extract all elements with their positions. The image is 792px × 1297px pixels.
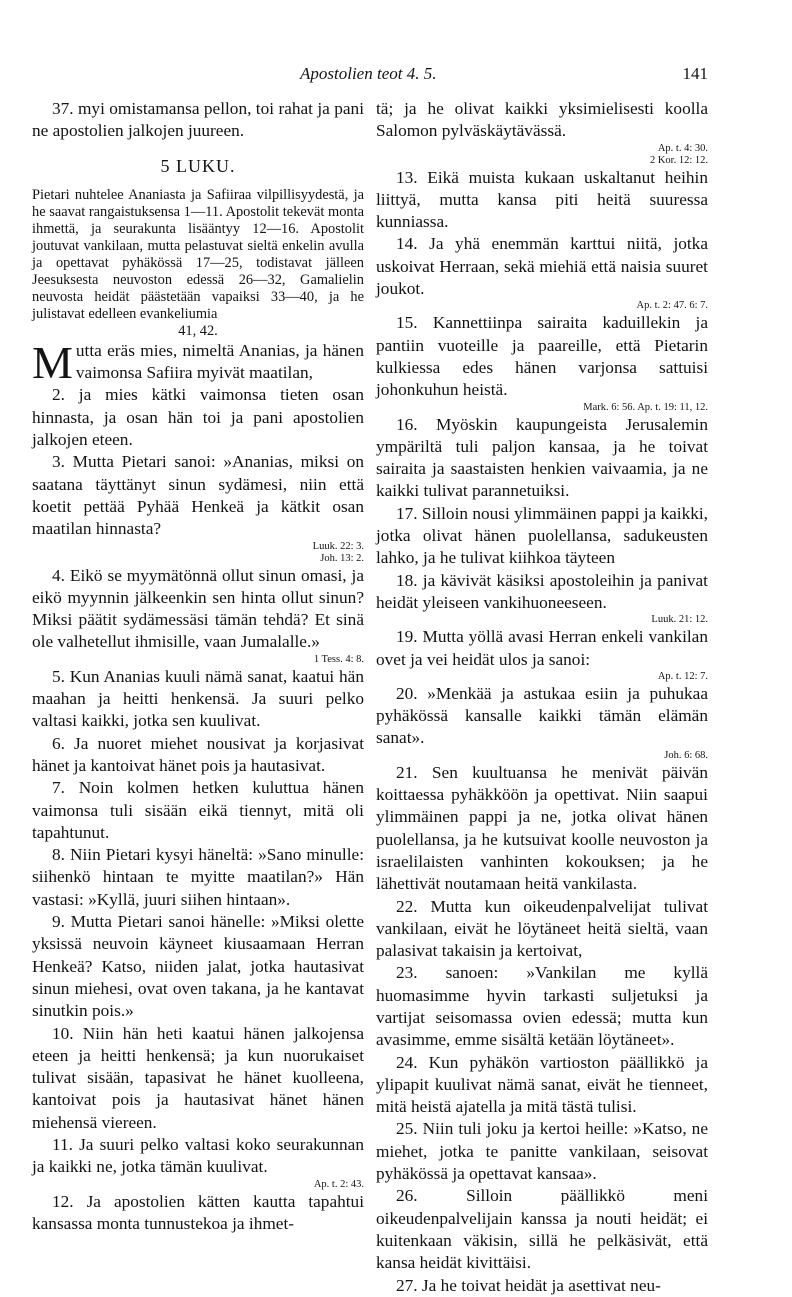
chapter-heading: 5 LUKU.: [160, 155, 236, 176]
verse-25: 25. Niin tuli joku ja kertoi heille: »Katso, ne miehet, jotka te panitte vankilaan, seisovat pyhäkössä ja opettavat kansaa».: [376, 1119, 708, 1184]
page-number: 141: [682, 64, 708, 83]
chapter-summary-end: 41, 42.: [178, 322, 218, 339]
verse-6: 6. Ja nuoret miehet nousivat ja korjasivat hänet ja kantoivat hänet pois ja hautasivat.: [32, 733, 364, 775]
verse-13: 13. Eikä muista kukaan uskaltanut heihin liittyä, mutta kansa piti heitä suuressa kunniassa.: [376, 167, 708, 232]
verse-26: 26. Silloin päällikkö meni oikeudenpalvelijain kanssa ja nouti heidät; ei kuitenkaan väkisin, sillä he pelkäsivät, että kansa heidät kivittäisi.: [376, 1186, 708, 1273]
verse-1: [32, 336, 364, 388]
verse-1-text: utta eräs mies, nimeltä Ananias, ja hänen vaimonsa Safiira myivät maatilan,: [75, 340, 364, 383]
verse-5: 5. Kun Ananias kuuli nämä sanat, kaatui hän maahan ja heitti henkensä. Ja suuri pelko valtasi kaikki, jotka sen kuulivat.: [32, 666, 364, 731]
verse-10: 10. Niin hän heti kaatui hänen jalkojensa eteen ja heitti henkensä; ja kun nuorukaiset tulivat sisään, tapasivat he hänet kuolleena, kantoivat pois ja hautasivat hänet hänen miehensä viereen.: [32, 1023, 364, 1132]
verse-15: 15. Kannettiinpa sairaita kaduillekin ja pantiin vuoteille ja paareille, että Pietarin kulkiessa edes hänen varjonsa sattuisi johonkuhun heistä.: [376, 313, 708, 400]
verse-2: 2. ja mies kätki vaimonsa tieten osan hinnasta, ja osan hän toi ja pani apostolien jalkojen eteen.: [32, 385, 364, 450]
cross-reference: 1 Tess. 4: 8.: [313, 653, 364, 665]
verse-4: 4. Eikö se myymätönnä ollut sinun omasi, ja eikö myynnin jälkeenkin sen hinta ollut sinun? Miksi päätit sydämessäsi tämän tehdä? Et sinä ole valhetellut ihmisille, vaan Jumalalle.»: [32, 565, 364, 652]
verse-27: 27. Ja he toivat heidät ja asettivat neu-: [396, 1275, 661, 1295]
verse-8: 8. Niin Pietari kysyi häneltä: »Sano minulle: siihenkö hintaan te myitte maatilan?» Hän vastasi: »Kyllä, juuri siihen hintaan».: [32, 845, 364, 909]
chapter-summary: Pietari nuhtelee Ananiasta ja Safiiraa vilpillisyydestä, ja he saavat rangaistuksensa 1—11. Apostolit tekevät monta ihmettä, ja seurakunta lisääntyy 12—16. Apostolit joutuvat vankilaan, mutta pelastuvat sieltä enkelin avulla ja opettavat pyhäkössä 17—25, todistavat jälleen Jeesuksesta neuvoston edessä 26—32, Gamalielin neuvosta heidät päästetään vapaiksi 33—40, ja he julistavat edelleen evankeliumia: [32, 186, 364, 322]
drop-cap: M: [32, 336, 73, 388]
verse-7: 7. Noin kolmen hetken kuluttua hänen vaimonsa tuli sisään eikä tiennyt, mitä oli tapahtunut.: [32, 778, 364, 842]
cross-reference: 2 Kor. 12: 12.: [649, 154, 708, 166]
left-column: [32, 98, 364, 1235]
verse-24: 24. Kun pyhäkön vartioston päällikkö ja ylipapit kuulivat nämä sanat, eivät he tienneet, mitä heistä ajatella ja mitä tästä tulisi.: [376, 1052, 708, 1117]
verse-16: 16. Myöskin kaupungeista Jerusalemin ympäriltä tuli paljon kansaa, ja he toivat sairaita ja saastaisten henkien vaivaamia, ja ne kaikki tulivat parannetuiksi.: [376, 414, 708, 501]
verse-37: 37. myi omistamansa pellon, toi rahat ja pani ne apostolien jalkojen juureen.: [32, 99, 364, 141]
cross-reference: Ap. t. 2: 47. 6: 7.: [636, 300, 708, 312]
verse-12-continued: tä; ja he olivat kaikki yksimielisesti koolla Salomon pylväskäytävässä.: [376, 99, 708, 141]
verse-12: 12. Ja apostolien kätten kautta tapahtui kansassa monta tunnustekoa ja ihmet-: [32, 1191, 364, 1233]
verse-17: 17. Silloin nousi ylimmäinen pappi ja kaikki, jotka olivat hänen puolellansa, sadukeusten lahko, ja he tulivat kiihkoa täyteen: [376, 503, 708, 568]
cross-reference: Joh. 13: 2.: [320, 552, 364, 564]
verse-3: 3. Mutta Pietari sanoi: »Ananias, miksi on saatana täyttänyt sinun sydämesi, niin että koetit pettää Pyhää Henkeä ja kätkit osan maatilan hinnasta?: [32, 452, 364, 539]
verse-22: 22. Mutta kun oikeudenpalvelijat tulivat vankilaan, eivät he löytäneet heitä sieltä, vaan palasivat takaisin ja kertoivat,: [376, 896, 708, 961]
running-title: Apostolien teot 4. 5.: [300, 64, 437, 83]
verse-18: 18. ja kävivät käsiksi apostoleihin ja panivat heidät yleiseen vankihuoneeseen.: [376, 570, 708, 612]
verse-11: 11. Ja suuri pelko valtasi koko seurakunnan ja kaikki ne, jotka tämän kuulivat.: [32, 1134, 364, 1177]
verse-23: 23. sanoen: »Vankilan me kyllä huomasimme hyvin tarkasti suljetuksi ja vartijat seisomassa ovien edessä; mutta kun avasimme, emme sisältä ketään löytäneet».: [376, 963, 708, 1050]
verse-14: 14. Ja yhä enemmän karttui niitä, jotka uskoivat Herraan, sekä miehiä että naisia suuret joukot.: [376, 234, 708, 299]
cross-reference: Luuk. 22: 3.: [312, 540, 364, 552]
right-column: [376, 98, 708, 1297]
cross-reference: Ap. t. 12: 7.: [657, 670, 708, 682]
cross-reference: Ap. t. 4: 30.: [657, 142, 708, 154]
verse-19: 19. Mutta yöllä avasi Herran enkeli vankilan ovet ja vei heidät ulos ja sanoi:: [376, 627, 708, 669]
cross-reference: Ap. t. 2: 43.: [313, 1178, 364, 1190]
verse-21: 21. Sen kuultuansa he menivät päivän koittaessa pyhäkköön ja opettivat. Niin saapui ylimmäinen pappi ja ne, jotka olivat hänen puolellansa, ja he kutsuivat koolle neuvoston ja israelilaisten vanhinten kokouksen; ja he lähettivät noutamaan heitä vankilasta.: [376, 762, 708, 894]
cross-reference: Joh. 6: 68.: [664, 749, 708, 761]
verse-20: 20. »Menkää ja astukaa esiin ja puhukaa pyhäkössä kansalle kaikki tämän elämän sanat».: [376, 683, 708, 748]
verse-9: 9. Mutta Pietari sanoi hänelle: »Miksi olette yksissä neuvoin käyneet kiusaamaan Herran Henkeä? Katso, niiden jalat, jotka hautasivat sinun miehesi, ovat oven takana, ja he kantavat sinutkin pois.»: [32, 912, 364, 1021]
running-header: [0, 64, 792, 86]
cross-reference: Mark. 6: 56. Ap. t. 19: 11, 12.: [583, 401, 708, 413]
cross-reference: Luuk. 21: 12.: [651, 614, 708, 626]
